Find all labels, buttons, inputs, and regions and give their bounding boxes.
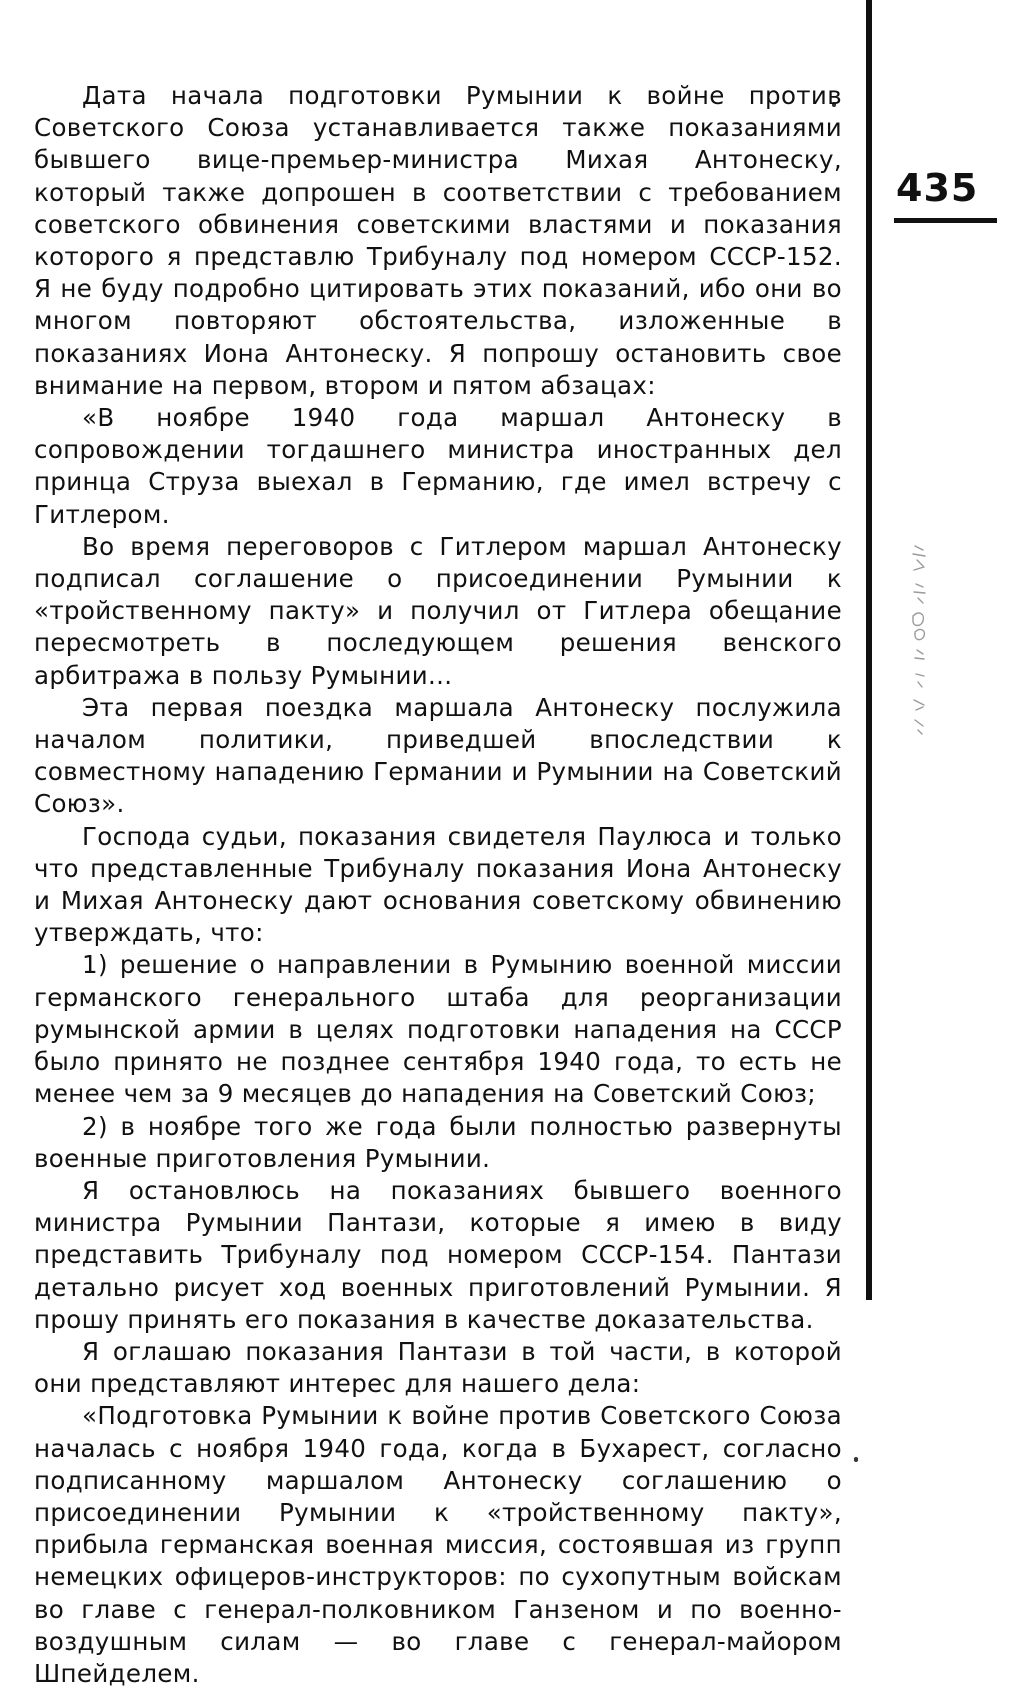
margin-rule	[866, 0, 872, 1300]
paragraph: Я оглашаю показания Пантази в той части, в которой они представляют интерес для нашего дела:	[34, 1336, 842, 1399]
page-number: 435	[896, 166, 979, 210]
text-column	[34, 80, 842, 1690]
paragraph: Эта первая поездка маршала Антонеску послужила началом политики, приведшей впоследствии к совместному нападению Германии и Румынии на Советский Союз».	[34, 692, 842, 819]
paragraph: Дата начала подготовки Румынии к войне против Советского Союза устанавливается также показаниями бывшего вице-премьер-министра Михая Антонеску, который также допрошен в соответствии с требованием советского обвинения советскими властями и показания которого я представлю Трибуналу под номером СССР-152. Я не буду подробно цитировать этих показаний, ибо они во многом повторяют обстоятельства, изложенные в показаниях Иона Антонеску. Я попрошу остановить свое внимание на первом, втором и пятом абзацах:	[34, 81, 842, 400]
paragraph: «В ноябре 1940 года маршал Антонеску в сопровождении тогдашнего министра иностранных дел принца Струза выехал в Германию, где имел встречу с Гитлером.	[34, 403, 842, 529]
paragraph: Я остановлюсь на показаниях бывшего военного министра Румынии Пантази, которые я имею в виду представить Трибуналу под номером СССР-154. Пантази детально рисует ход военных приготовлений Румынии. Я прошу принять его показания в качестве доказательства.	[34, 1175, 842, 1334]
library-stamp	[905, 540, 939, 740]
paragraph: 1) решение о направлении в Румынию военной миссии германского генерального штаба для реорганизации румынской армии в целях подготовки нападения на СССР было принято не позднее сентября 1940 года, то есть не менее чем за 9 месяцев до нападения на Советский Союз;	[34, 950, 842, 1109]
paragraph: Господа судьи, показания свидетеля Паулюса и только что представленные Трибуналу показания Иона Антонеску и Михая Антонеску дают основания советскому обвинению утверждать, что:	[34, 821, 842, 948]
paragraph: 2) в ноябре того же года были полностью развернуты военные приготовления Румынии.	[34, 1111, 842, 1173]
stray-mark	[854, 1457, 858, 1462]
page-number-underline	[894, 218, 997, 223]
paragraph: Во время переговоров с Гитлером маршал Антонеску подписал соглашение о присоединении Румынии к «тройственному пакту» и получил от Гитлера обещание пересмотреть в последующем решения венского арбитража в пользу Румынии...	[34, 531, 842, 690]
paragraph: «Подготовка Румынии к войне против Советского Союза началась с ноября 1940 года, когда в Бухарест, согласно подписанному маршалом Антонеску соглашению о присоединении Румынии к «тройственному пакту», прибыла германская военная миссия, состоявшая из групп немецких офицеров-инструкторов: по сухопутным войскам во главе с генерал-полковником Ганзеном и по военно-воздушным силам — во главе с генерал-майором Шпейделем.	[34, 1401, 842, 1688]
